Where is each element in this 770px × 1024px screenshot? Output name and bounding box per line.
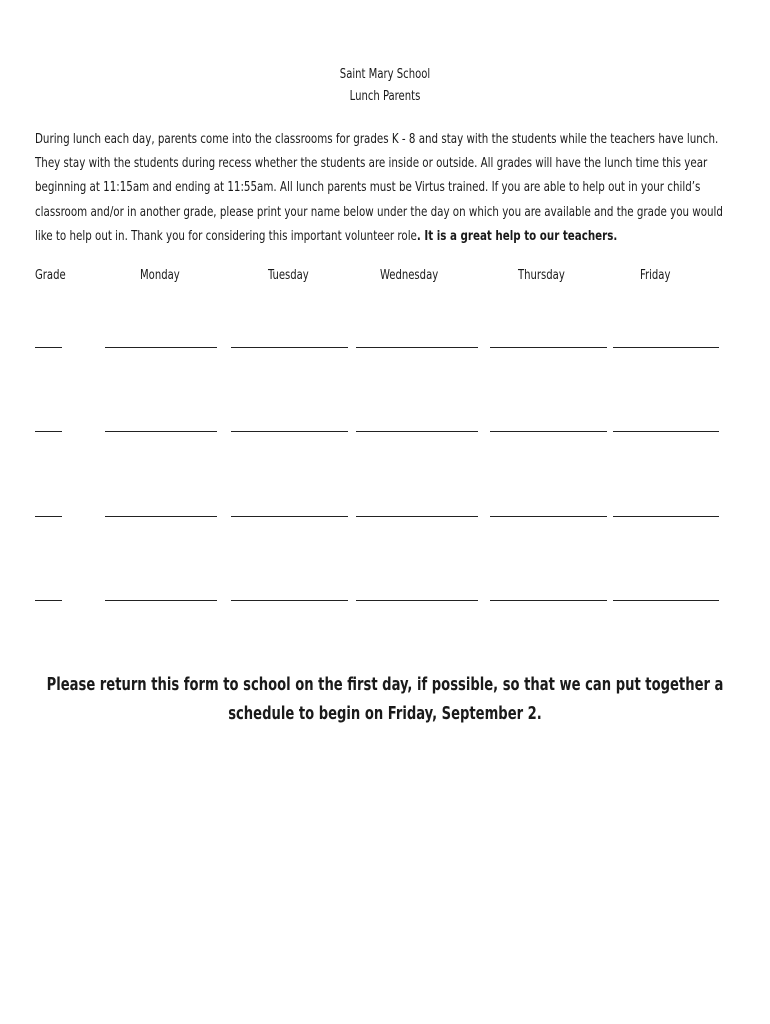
friday-blank[interactable]: [613, 347, 719, 348]
column-header-friday: Friday: [640, 268, 671, 283]
column-header-thursday: Thursday: [518, 268, 565, 283]
title-block: [54, 64, 716, 108]
thursday-blank[interactable]: [490, 431, 607, 432]
monday-blank[interactable]: [105, 600, 217, 601]
column-header-grade: Grade: [35, 268, 66, 283]
tuesday-blank[interactable]: [231, 516, 348, 517]
monday-blank[interactable]: [105, 431, 217, 432]
friday-blank[interactable]: [613, 600, 719, 601]
thursday-blank[interactable]: [490, 600, 607, 601]
school-name: Saint Mary School: [339, 67, 431, 82]
tuesday-blank[interactable]: [231, 347, 348, 348]
intro-text: During lunch each day, parents come into the classrooms for grades K - 8 and stay with the students while the teachers have lunch. They stay with the students during recess whether the students are inside or outside. All grades will have the lunch time this year beginning at 11:15am and ending at 11:55am. All lunch parents must be Virtus trained. If you are able to help out in your child’s classroom and/or in another grade, please print your name below under the day on which you are available and the grade you would like to help out in. Thank you for considering this important volunteer role: [35, 132, 723, 244]
monday-blank[interactable]: [105, 347, 217, 348]
grade-blank[interactable]: [35, 600, 62, 601]
wednesday-blank[interactable]: [356, 600, 478, 601]
intro-emphasis: . It is a great help to our teachers.: [416, 228, 618, 244]
form-title: Lunch Parents: [349, 89, 421, 104]
wednesday-blank[interactable]: [356, 347, 478, 348]
tuesday-blank[interactable]: [231, 600, 348, 601]
grade-blank[interactable]: [35, 347, 62, 348]
intro-paragraph: [35, 128, 736, 249]
thursday-blank[interactable]: [490, 516, 607, 517]
return-instructions: [0, 671, 770, 729]
monday-blank[interactable]: [105, 516, 217, 517]
wednesday-blank[interactable]: [356, 516, 478, 517]
return-instructions-text: Please return this form to school on the first day, if possible, so that we can put together a schedule to begin on Friday, September 2.: [46, 675, 724, 724]
grade-blank[interactable]: [35, 516, 62, 517]
column-header-wednesday: Wednesday: [380, 268, 439, 283]
tuesday-blank[interactable]: [231, 431, 348, 432]
grade-blank[interactable]: [35, 431, 62, 432]
friday-blank[interactable]: [613, 516, 719, 517]
column-header-tuesday: Tuesday: [268, 268, 309, 283]
column-header-monday: Monday: [140, 268, 180, 283]
thursday-blank[interactable]: [490, 347, 607, 348]
wednesday-blank[interactable]: [356, 431, 478, 432]
friday-blank[interactable]: [613, 431, 719, 432]
